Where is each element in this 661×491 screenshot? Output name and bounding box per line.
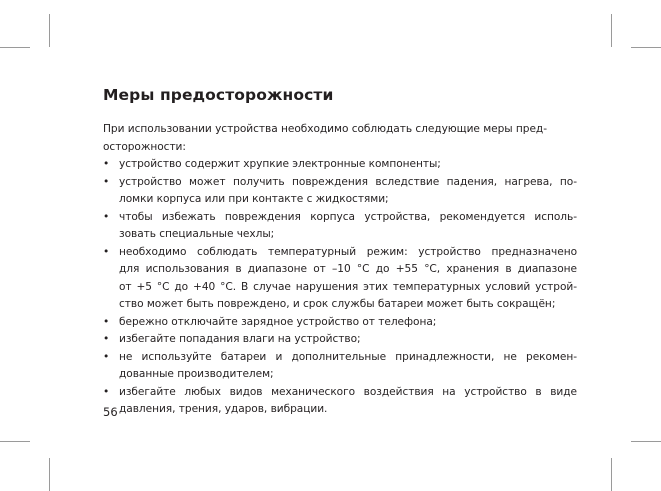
- page-number: 56: [103, 405, 118, 419]
- crop-mark-bottom-right-horizontal: [631, 441, 661, 442]
- crop-mark-bottom-left-horizontal: [0, 441, 30, 442]
- intro-paragraph: [103, 121, 577, 156]
- bullet-icon: •: [103, 158, 110, 170]
- bullet-icon: •: [103, 385, 110, 398]
- list-item-line: чтобы избежать повреждения корпуса устройства, рекомендуется исполь-: [119, 210, 577, 223]
- bullet-icon: •: [103, 333, 110, 345]
- crop-mark-top-right-vertical: [611, 14, 612, 47]
- bullet-icon: •: [103, 350, 110, 363]
- intro-line: осторожности:: [103, 140, 186, 153]
- list-item-line: устройство содержит хрупкие электронные компоненты;: [119, 158, 441, 170]
- page-title: Меры предосторожности: [103, 86, 334, 104]
- crop-mark-top-left-horizontal: [0, 47, 30, 48]
- list-item-line: необходимо соблюдать температурный режим: устройство предназначено: [119, 245, 577, 258]
- list-item-line: от +5 °С до +40 °С. В случае нарушения этих температурных условий устрой-: [119, 280, 577, 293]
- bullet-icon: •: [103, 175, 110, 188]
- list-item: [103, 331, 577, 349]
- list-item-line: давления, трения, ударов, вибрации.: [119, 403, 328, 415]
- precautions-list: [103, 156, 577, 419]
- bullet-icon: •: [103, 210, 110, 223]
- bullet-icon: •: [103, 245, 110, 258]
- crop-mark-top-right-horizontal: [631, 47, 661, 48]
- list-item-line: дованные производителем;: [119, 368, 274, 380]
- list-item-line: ство может быть повреждено, и срок службы батареи может быть сокращён;: [119, 298, 556, 310]
- precautions-body: [103, 121, 577, 419]
- list-item: [103, 209, 577, 244]
- list-item-line: ломки корпуса или при контакте с жидкостями;: [119, 193, 389, 205]
- list-item: [103, 349, 577, 384]
- list-item: [103, 384, 577, 419]
- crop-mark-bottom-left-vertical: [49, 458, 50, 491]
- list-item-line: избегайте любых видов механического воздействия на устройство в виде: [119, 385, 577, 398]
- list-item-line: для использования в диапазоне от –10 °С до +55 °С, хранения в диапазоне: [119, 263, 577, 275]
- list-item-line: не используйте батареи и дополнительные принадлежности, не рекомен-: [119, 350, 577, 363]
- list-item: [103, 174, 577, 209]
- intro-line: При использовании устройства необходимо соблюдать следующие меры пред-: [103, 123, 547, 135]
- bullet-icon: •: [103, 315, 110, 328]
- crop-mark-top-left-vertical: [49, 14, 50, 47]
- list-item-line: бережно отключайте зарядное устройство от телефона;: [119, 315, 437, 328]
- list-item: [103, 314, 577, 332]
- list-item-line: устройство может получить повреждения вследствие падения, нагрева, по-: [119, 175, 577, 188]
- list-item: [103, 156, 577, 174]
- list-item-line: зовать специальные чехлы;: [119, 228, 275, 240]
- crop-mark-bottom-right-vertical: [611, 458, 612, 491]
- list-item: [103, 244, 577, 314]
- list-item-line: избегайте попадания влаги на устройство;: [119, 333, 361, 345]
